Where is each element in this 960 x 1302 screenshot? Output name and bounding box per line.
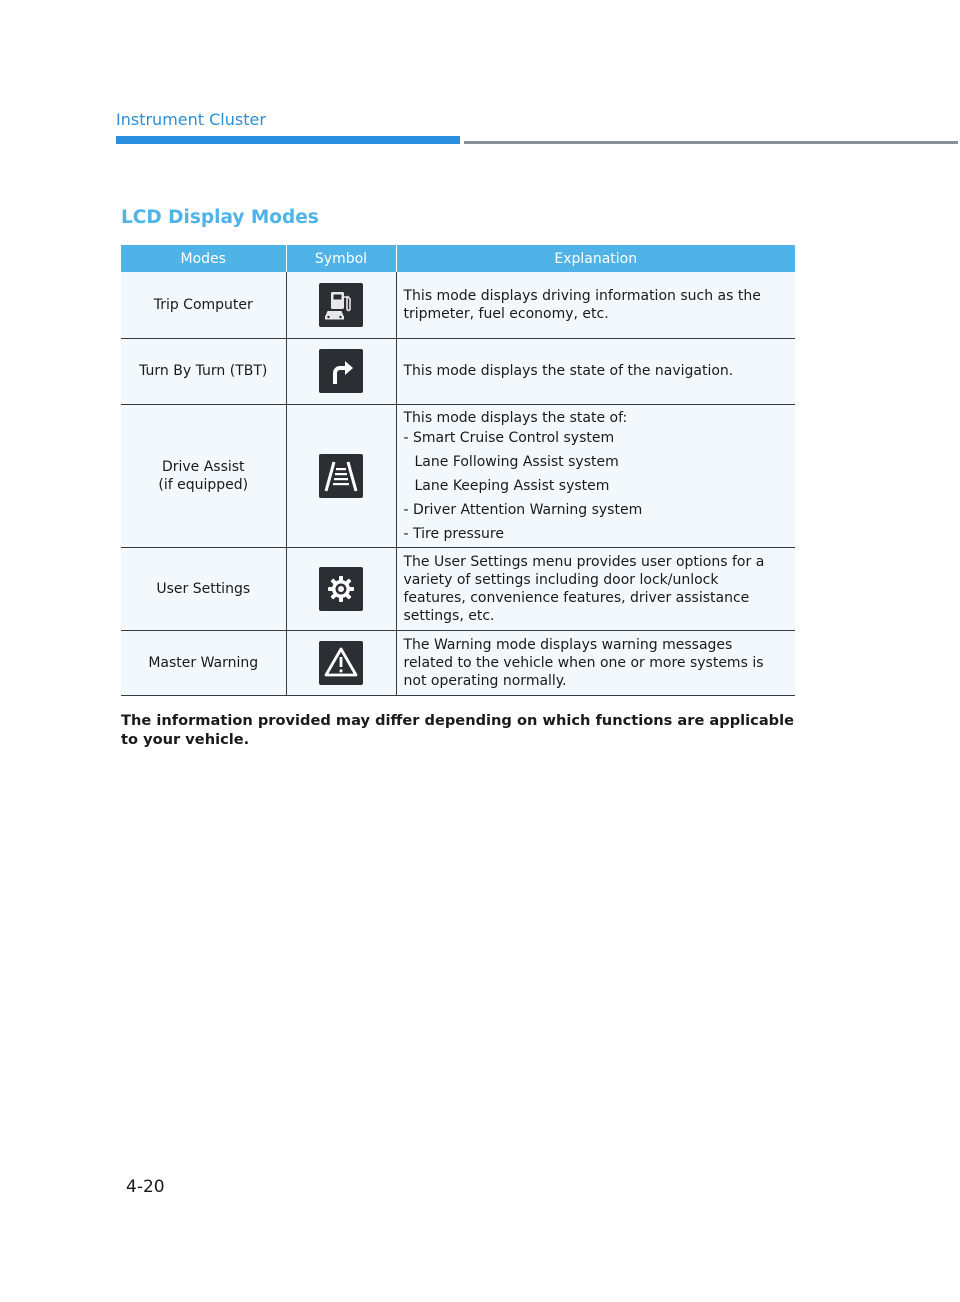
mode-name: Drive Assist — [161, 458, 245, 475]
explanation-text: The Warning mode displays warning messages related to the vehicle when one or more systems is not operating normally. — [403, 636, 764, 689]
mode-cell — [121, 547, 286, 630]
mode-name: Master Warning — [148, 654, 259, 671]
warning-icon — [319, 641, 363, 685]
explanation-item: - Driver Attention Warning system — [403, 501, 643, 518]
turn-by-turn-icon — [319, 349, 363, 393]
explanation-text: This mode displays the state of the navigation. — [403, 363, 734, 379]
page-number: 4-20 — [126, 1177, 165, 1197]
explanation-subitem: Lane Keeping Assist system — [414, 477, 610, 494]
section-title: Instrument Cluster — [116, 110, 266, 129]
table-row — [121, 630, 795, 695]
explanation-item: - Tire pressure — [403, 525, 504, 542]
explanation-text: This mode displays driving information such as the tripmeter, fuel economy, etc. — [403, 287, 761, 322]
column-header-explanation: Explanation — [396, 245, 795, 272]
symbol-cell — [286, 630, 396, 695]
header-rule-blue — [116, 136, 460, 144]
page-title: LCD Display Modes — [121, 207, 319, 228]
drive-assist-icon — [319, 454, 363, 498]
mode-name: Trip Computer — [153, 296, 253, 313]
table-row — [121, 272, 795, 338]
lcd-modes-table — [121, 245, 795, 696]
column-header-modes: Modes — [121, 245, 286, 272]
footnote: The information provided may differ depending on which functions are applicable to your vehicle. — [121, 712, 795, 748]
explanation-cell — [396, 338, 795, 404]
mode-name-note: (if equipped) — [158, 476, 249, 493]
trip-computer-icon — [319, 283, 363, 327]
symbol-cell — [286, 338, 396, 404]
mode-name: Turn By Turn (TBT) — [139, 363, 268, 379]
explanation-subitem: Lane Following Assist system — [414, 453, 619, 470]
explanation-cell — [396, 404, 795, 547]
mode-cell — [121, 404, 286, 547]
column-header-symbol: Symbol — [286, 245, 396, 272]
symbol-cell — [286, 547, 396, 630]
gear-icon — [319, 567, 363, 611]
explanation-text: The User Settings menu provides user options for a variety of settings including door lock/unlock features, convenience features, driver assistance settings, etc. — [403, 553, 765, 624]
explanation-cell — [396, 272, 795, 338]
mode-cell — [121, 272, 286, 338]
table-row — [121, 404, 795, 547]
symbol-cell — [286, 272, 396, 338]
table-row — [121, 547, 795, 630]
header-rule-grey — [464, 141, 958, 144]
explanation-cell — [396, 630, 795, 695]
mode-cell — [121, 338, 286, 404]
explanation-item: - Smart Cruise Control system — [403, 429, 615, 446]
table-header-row — [121, 245, 795, 272]
mode-cell — [121, 630, 286, 695]
symbol-cell — [286, 404, 396, 547]
explanation-intro: This mode displays the state of: — [403, 409, 628, 426]
explanation-cell — [396, 547, 795, 630]
table-row — [121, 338, 795, 404]
mode-name: User Settings — [156, 580, 251, 597]
